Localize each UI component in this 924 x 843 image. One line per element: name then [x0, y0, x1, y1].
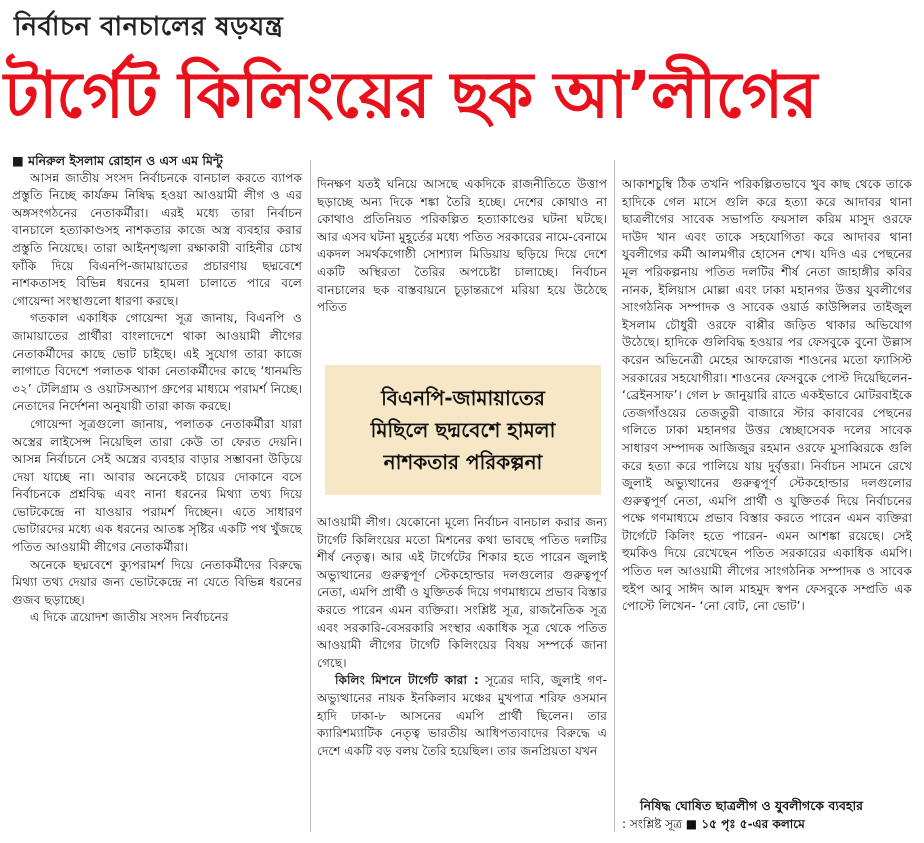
continued-note [622, 816, 805, 836]
paragraph [317, 672, 607, 760]
paragraph: আকাশচুম্বি ঠিক তখনি পরিকল্পিতভাবে খুব কাছ থেকে তাকে হাদিকে গেল মাসে গুলি করে হত্যা করে আদাবর থানা ছাত্রলীগের সাবেক সভাপতি ফয়সাল করিম মাসুদ ওরফে দাউদ খান এবং তাকে সহযোগিতা করে আদাবর থানা যুবলীগের কর্মী আলমগীর হোসেন শেখ। যদিও এর পেছনের মূল পরিকল্পনায় পতিত দলটির শীর্ষ নেতা জাহাঙ্গীর কবির নানক, ইলিয়াস মোল্লা এবং ঢাকা মহানগর উত্তর যুবলীগের সাংগঠনিক সম্পাদক ও সাবেক ওয়ার্ড কাউন্সিলর তাইজুল ইসলাম চৌধুরী ওরফে বাপ্পীর জড়িত থাকার অভিযোগ উঠেছে। হাদিকে গুলিবিদ্ধ হওয়ার পর ফেসবুকে বুনো উল্লাস করেন অভিনেত্রী মেহের আফরোজ শাওনের মতো ফ্যাসিস্ট সরকারের সহযোগীরা। শাওনের ফেসবুকে পোস্ট দিয়েছিলেন- ‘ব্রেইনসাফ’। গেল ৮ জানুয়ারি রাতে একইভাবে মোটরবাইকে তেজগাঁওয়ের তেজতুরী বাজারে স্টার কাবাবের পেছনের গলিতে ঢাকা মহানগর উত্তর স্বেচ্ছাসেবক দলের সাবেক সাধারণ সম্পাদক আজিজুর রহমান ওরফে মুসাব্বিরকে গুলি করে হত্যা করে পালিয়ে যায় দুর্বৃত্তরা। নির্বাচন সামনে রেখে জুলাই অভ্যুত্থানের গুরুত্বপূর্ণ স্টেকহোল্ডার দলগুলোর গুরুত্বপূর্ণ নেতা, এমপি প্রার্থী ও যুক্তিতর্ক দিয়ে নির্বাচনের পক্ষে গণমাধ্যমে প্রভাব বিস্তার করতে পারেন এমন ব্যক্তিরা টার্গেটে কিলিং হতে পারেন- এমন আশঙ্কা রয়েছে। সেই হুমকিও দিয়ে রেখেছেন পতিত সরকারের একাধিক এমপি। পতিত দল আওয়ামী লীগের সাংগঠনিক সম্পাদক ও সাবেক হুইপ আবু সাঈদ আল মাহমুদ স্বপন ফেসবুকে সম্প্রতি এক পোস্টে লিখেন- ‘নো বোট, নো ভোট’। [622, 177, 912, 614]
continued-heading: নিষিদ্ধ ঘোষিত ছাত্রলীগ ও যুবলীগকে ব্যবহার [640, 798, 863, 813]
paragraph: দিনক্ষণ যতই ঘনিয়ে আসছে একদিকে রাজনীতিতে উত্তাপ ছড়াচ্ছে অন্য দিকে শঙ্কা তৈরি হচ্ছে। দেশের কোথাও না কোথাও প্রতিনিয়ত পরিকল্পিত হত্যাকাণ্ডের ঘটনা ঘটছে। আর এসব ঘটনা মুহূর্তের মধ্যে পতিত সরকারের নামে-বেনামে একদল সমর্থকগোষ্ঠী সোশ্যাল মিডিয়ায় ছড়িয়ে দিয়ে দেশে একটি অস্থিরতা তৈরির অপচেষ্টা চালাচ্ছে। নির্বাচন বানচালের ছক বাস্তবায়নে চূড়ান্তরূপে মরিয়া হয়ে উঠেছে পতিত [317, 177, 607, 315]
paragraph: গতকাল একাধিক গোয়েন্দা সূত্র জানায়, বিএনপি ও জামায়াতের প্রার্থীরা বাংলাদেশে থাকা আওয়ামী লীগের নেতাকর্মীদের কাছে ভোট চাইছে। এই সুযোগ তারা কাজে লাগাতে বিদেশে পলাতক থাকা নেতাকর্মীদের কাছে ‘ধানমন্ডি ৩২’ টেলিগ্রাম ও ওয়াটসঅ্যাপ গ্রুপের মাধ্যমে পরামর্শ নিচ্ছে। নেতাদের নির্দেশনা অনুযায়ী তারা কাজ করছে। [12, 311, 302, 414]
subheading-text: সূত্রের দাবি, জুলাই গণ-অভ্যুত্থানের নায়ক ইনকিলাব মঞ্চের মুখপাত্র শরিফ ওসমান হাদি ঢাকা-৮ আসনের এমপি প্রার্থী ছিলেন। তার ক্যারিশম্যাটিক নেতৃত্ব ভারতীয় আধিপত্যবাদের বিরুদ্ধে এ দেশে একটি বড় বলয় তৈরি হয়েছিল। তার জনপ্রিয়তা যখন [317, 673, 607, 758]
subheading: কিলিং মিশনে টার্গেট কারা : [335, 673, 479, 688]
paragraph: গোয়েন্দা সূত্রগুলো জানায়, পলাতক নেতাকর্মীরা যারা অস্ত্রের লাইসেন্স নিয়েছিল তারা কেউ তা ফেরত দেয়নি। আসন্ন নির্বাচনে সেই অস্ত্রের ব্যবহার বাড়ার সম্ভাবনা উড়িয়ে দেয়া যাচ্ছে না। আবার অনেকেই চায়ের দোকানে বসে নির্বাচনকে প্রশ্নবিদ্ধ এবং নানা ধরনের মিথ্যা তথ্য দিয়ে ভোটকেন্দ্রে না যাওয়ার পরামর্শ দিচ্ছেন। এতে সাধারণ ভোটারদের মধ্যে এক ধরনের আতঙ্ক সৃষ্টির একটি পথ খুঁজছে পতিত আওয়ামী লীগের নেতাকর্মীরা। [12, 416, 302, 555]
continued-marker: ■ ১৫ পৃঃ ৫-এর কলামে [685, 817, 805, 831]
column-divider [310, 160, 311, 832]
paragraph: আসন্ন জাতীয় সংসদ নির্বাচনকে বানচাল করতে ব্যাপক প্রস্তুতি নিচ্ছে কার্যক্রম নিষিদ্ধ হওয়া আওয়ামী লীগ ও এর অঙ্গসংগঠনের নেতাকর্মীরা। এরই মধ্যে তারা নির্বাচন বানচালে হত্যাকাণ্ডসহ নাশকতার কাজে অস্ত্র ব্যবহার করার প্রস্তুতি নিয়েছে। তারা আইনশৃঙ্খলা রক্ষাকারী বাহিনীর চোখ ফাঁকি দিয়ে বিএনপি-জামায়াতের প্রচারণায় ছদ্মবেশে নাশকতাসহ বিভিন্ন ধরনের হামলা চালাতে পারে বলে গোয়েন্দা সংস্থাগুলো ধারণা করছে। [12, 170, 302, 308]
column-3 [622, 176, 912, 616]
column-1 [12, 152, 302, 627]
pull-quote-line: মিছিলে ছদ্মবেশে হামলা [370, 418, 556, 442]
pull-quote [325, 365, 601, 495]
source-label: : সংশ্লিষ্ট সূত্র [622, 817, 682, 831]
pull-quote-line: নাশকতার পরিকল্পনা [383, 450, 543, 474]
column-2-top [317, 176, 607, 317]
headline: টার্গেট কিলিংয়ের ছক আ’লীগের [4, 59, 817, 133]
paragraph: আওয়ামী লীগ। যেকোনো মূল্যে নির্বাচন বানচাল করার জন্য টার্গেট কিলিংয়ের মতো মিশনের কথা ভাবছে পতিত দলটির শীর্ষ নেতৃত্ব। আর এই টার্গেটের শিকার হতে পারেন জুলাই অভ্যুত্থানের গুরুত্বপূর্ণ স্টেকহোল্ডার দলগুলোর গুরুত্বপূর্ণ নেতা, এমপি প্রার্থী ও যুক্তিতর্ক দিয়ে গণমাধ্যমে প্রভাব বিস্তার করতে পারেন এমন ব্যক্তিরা। সংশ্লিষ্ট সূত্র, রাজনৈতিক সূত্র এবং সরকারি-বেসরকারি সংস্থার একাধিক সূত্র থেকে পতিত আওয়ামী লীগের টার্গেট কিলিংয়ের বিষয় সম্পর্কে জানা গেছে। [317, 515, 607, 670]
kicker: নির্বাচন বানচালের ষড়যন্ত্র [14, 12, 284, 42]
column-divider [614, 160, 615, 832]
paragraph: এ দিকে ত্রয়োদশ জাতীয় সংসদ নির্বাচনের [30, 610, 229, 625]
byline: ■ মনিরুল ইসলাম রোহান ও এস এম মিন্টু [12, 153, 223, 168]
pull-quote-line: বিএনপি-জামায়াতের [381, 386, 545, 410]
paragraph: অনেকে ছদ্মবেশে ক্যুপরামর্শ দিয়ে নেতাকর্মীদের বিরুদ্ধে মিথ্যা তথ্য দেয়ার জন্য ভোটকেন্দ্রে না যেতে বিভিন্ন ধরনের গুজব ছড়াচ্ছে। [12, 557, 302, 607]
column-2-bottom [317, 514, 607, 760]
